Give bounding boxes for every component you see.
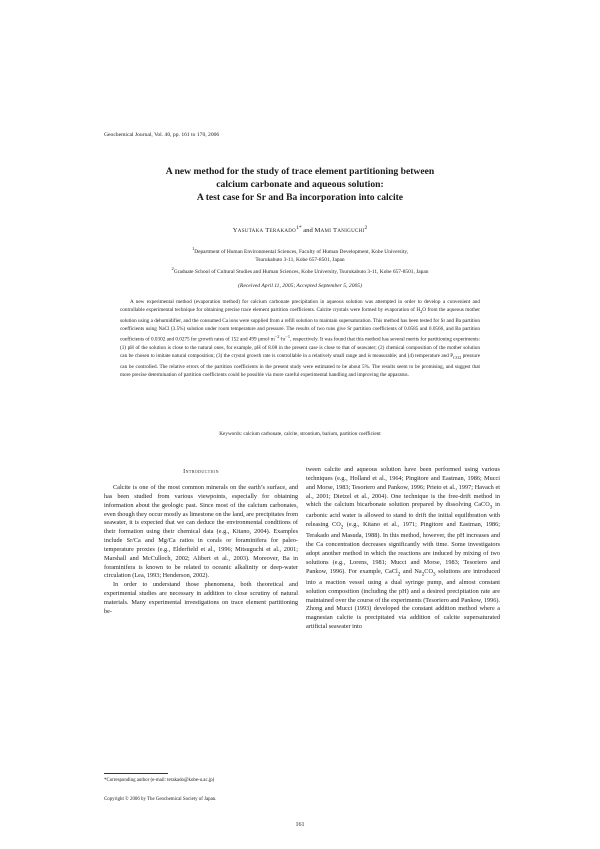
author-mark: 1* (296, 225, 302, 231)
right-column (306, 466, 500, 632)
page-number: 161 (295, 822, 305, 828)
affiliation-text: Tsurukabuto 3-11, Kobe 657-8501, Japan (255, 256, 345, 263)
keywords: Keywords: calcium carbonate, calcite, strontium, barium, partition coefficient (219, 431, 381, 437)
body-paragraph: Calcite is one of the most common minerals on the earth’s surface, and has been studied from various viewpoints, especially for obtaining information about the geologic past. Since most of the calcium carbonates, even though they occur mostly as limestone on the land, are precipitates from seawater, it is expected that we can deduce the environmental conditions of their formation using their chemical data (e.g., Kitano, 2004). Examples include Sr/Ca and Mg/Ca ratios in corals or foraminifera for paleo-temperature proxies (e.g., Elderfield et al., 1996; Mitsuguchi et al., 2001; Marshall and McCulloch, 2002; Alibert et al., 2003). Moreover, Ba in foraminifera is known to be related to oceanic alkalinity or deep-water circulation (Lea, 1993; Henderson, 2002). (104, 484, 298, 580)
journal-citation: Geochemical Journal, Vol. 40, pp. 161 to 170, 2006 (104, 132, 220, 138)
date-separator: ; (293, 283, 297, 289)
author-name: Yasutaka Terakado (232, 227, 297, 235)
accepted-date: Accepted September 5, 2005 (296, 283, 361, 289)
affiliation (100, 265, 500, 276)
received-date: Received April 11, 2005 (239, 283, 294, 289)
received-dates: (Received April 11, 2005; Accepted September 5, 2005) (238, 283, 362, 289)
affiliation-text: Department of Human Environmental Sciences, Faculty of Human Development, Kobe University, (194, 248, 409, 255)
affiliation (100, 245, 500, 264)
body-paragraph: tween calcite and aqueous solution have been performed using various techniques (e.g., Holland et al., 1964; Pingitore and Eastman, 1986; Mucci and Morse, 1983; Tesoriero and Pankow, 1996; Prieto et al., 1997; Havach et al., 2001; Dietzel et al., 2004). One technique is the free-drift method in which the calcium bicarbonate solution prepared by dissolving CaCO$_3$ in carbonic acid water is allowed to stand to drift the initial equilibration with releasing $CO_2$ (e.g., Kitano et al., 1971; Pingitore and Eastman, 1986; Terakado and Masuda, 1988). In this method, however, the pH increases and the Ca concentration decreases significantly with time. Some investigators adopt another method in which the reactions are induced by mixing of two solutions (e.g., Lorens, 1981; Mucci and Morse, 1983; Tesoriero and Pankow, 1996). For example, CaCl$_2$ and $Na_2CO_3$ solutions are introduced into a reaction vessel using a dual syringe pump, and almost constant solution composition (including the pH) and a desired precipitation rate are maintained over the course of the experiments (Tesoriero and Pankow, 1996). Zhong and Mucci (1993) developed the constant addition method where a magnesian calcite is precipitated via addition of calcite supersaturated artificial seawater into (306, 466, 501, 631)
affiliation-mark: 2 (171, 266, 174, 271)
paper-title (100, 165, 500, 204)
affiliation-text: Graduate School of Cultural Studies and Human Sciences, Kobe University, Tsurukabuto 3-11, Kobe 657-8501, Japan (173, 268, 429, 275)
left-column (104, 466, 298, 617)
title-line: A new method for the study of trace element partitioning between (165, 166, 435, 177)
author-conjunction: and (303, 227, 313, 235)
author-name: Mami Taniguchi (314, 227, 365, 235)
copyright-line: Copyright © 2006 by The Geochemical Society of Japan. (104, 797, 217, 802)
author-list (100, 225, 500, 234)
section-heading: Introduction (183, 468, 219, 475)
abstract: A new experimental method (evaporation method) for calcium carbonate precipitation in aqueous solution was attempted in order to develop a convenient and controllable experimental technique for obtaining precise trace element partition coefficients. Calcite crystals were formed by evaporation of $H_2O$ from the aqueous mother solution using a dehumidifier, and the consumed Ca ions were supplied from a refill solution to maintain supersaturation. This method has been tested for Sr and Ba partition coefficients using NaCl (3.5%) solution under room temperature and pressure. The results of two runs give Sr partition coefficients of 0.0585 and 0.0566, and Ba partition coefficients of 0.0302 and 0.0275 for growth rates of 152 and 499 $\mu mol\cdot m^{-2}\cdot hr^{-1}$, respectively. It was found that this method has several merits for partitioning experiments: (1) pH of the solution is close to the natural ones, for example, pH of 8.08 in the present case is close to that of seawater; (2) chemical composition of the mother solution can be chosen to imitate natural composition; (3) the crystal growth rate is controllable in a relatively small range and is measurable; and (4) temperature and $P_{CO2}$ pressure can be controlled. The relative errors of the partition coefficients in the present study were estimated to be about 5%. The results seem to be promising, and suggest that more precise determination of partition coefficients could be possible via more careful experimental handling and improving the apparatus. (120, 299, 480, 378)
author-mark: 2 (364, 225, 368, 231)
title-line: calcium carbonate and aqueous solution: (216, 179, 384, 190)
title-line: A test case for Sr and Ba incorporation into calcite (196, 192, 404, 203)
corresponding-author-footnote: *Corresponding author (e-mail: terakado@kobe-u.ac.jp) (104, 778, 215, 783)
body-paragraph: In order to understand those phenomena, both theoretical and experimental studies are necessary in addition to close scrutiny of natural materials. Many experimental investigations on trace element partitioning be- (104, 581, 298, 615)
affiliation-mark: 1 (191, 246, 195, 251)
footnote-rule (104, 773, 168, 774)
